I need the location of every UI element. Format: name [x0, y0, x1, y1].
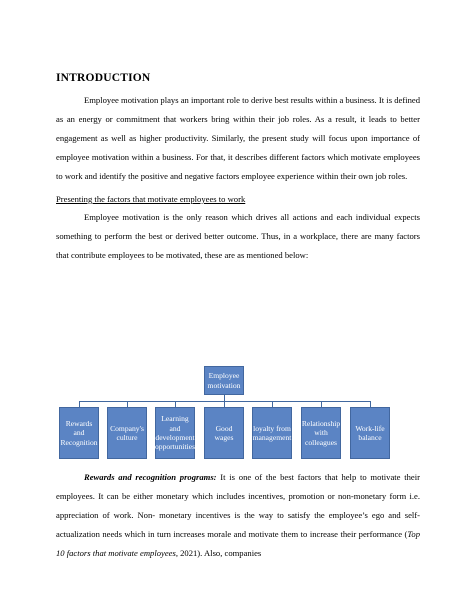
rewards-text: It is one of the best factors that help to motivate their employees. It can be either monetary which includes incentives, promotion or non-monetary form i.e. appreciation of work. Non- monetary incentives is the way to satisfy the employee’s ego and self-actualization needs which in turn increases morale and motivate them to increase their performance ( [56, 472, 420, 539]
diagram-node-company-culture: Company's culture [107, 407, 147, 459]
diagram-node-learning-development: Learning and development opportunities [155, 407, 195, 459]
intro-paragraph [56, 91, 420, 186]
diagram-node-rewards-recognition: Rewards and Recognition [59, 407, 99, 459]
rewards-lead: Rewards and recognition programs: [84, 472, 217, 482]
factors-paragraph [56, 208, 420, 265]
diagram-root-node: Employee motivation [204, 366, 244, 395]
citation-title: Top 10 factors that motivate employees [56, 529, 420, 558]
diagram-node-good-wages: Good wages [204, 407, 244, 459]
connector-root-stem [224, 395, 225, 401]
diagram-node-work-life-balance: Work-life balance [350, 407, 390, 459]
rewards-paragraph [56, 468, 420, 563]
citation-rest: , 2021). Also, companies [175, 548, 262, 558]
section-heading: INTRODUCTION [56, 72, 151, 84]
connector-horizontal-bar [79, 401, 370, 402]
factors-paragraph-text: Employee motivation is the only reason which drives all actions and each individual expects something to perform the best or derived better outcome. Thus, in a workplace, there are many factors that contribute employees to be motivated, these are as mentioned below: [56, 212, 420, 260]
intro-paragraph-text: Employee motivation plays an important role to derive best results within a business. It is defined as an energy or commitment that workers bring within their job roles. As a result, it leads to better engagement as well as higher productivity. Similarly, the present study will focus upon importance of employee motivation within a business. For that, it describes different factors which motivate employees to work and identify the positive and negative factors employee experience within their own job roles. [56, 95, 420, 181]
diagram-node-relationship-colleagues: Relationship with colleagues [301, 407, 341, 459]
diagram-node-loyalty-management: loyalty from management [252, 407, 292, 459]
subheading: Presenting the factors that motivate employees to work [56, 194, 246, 204]
